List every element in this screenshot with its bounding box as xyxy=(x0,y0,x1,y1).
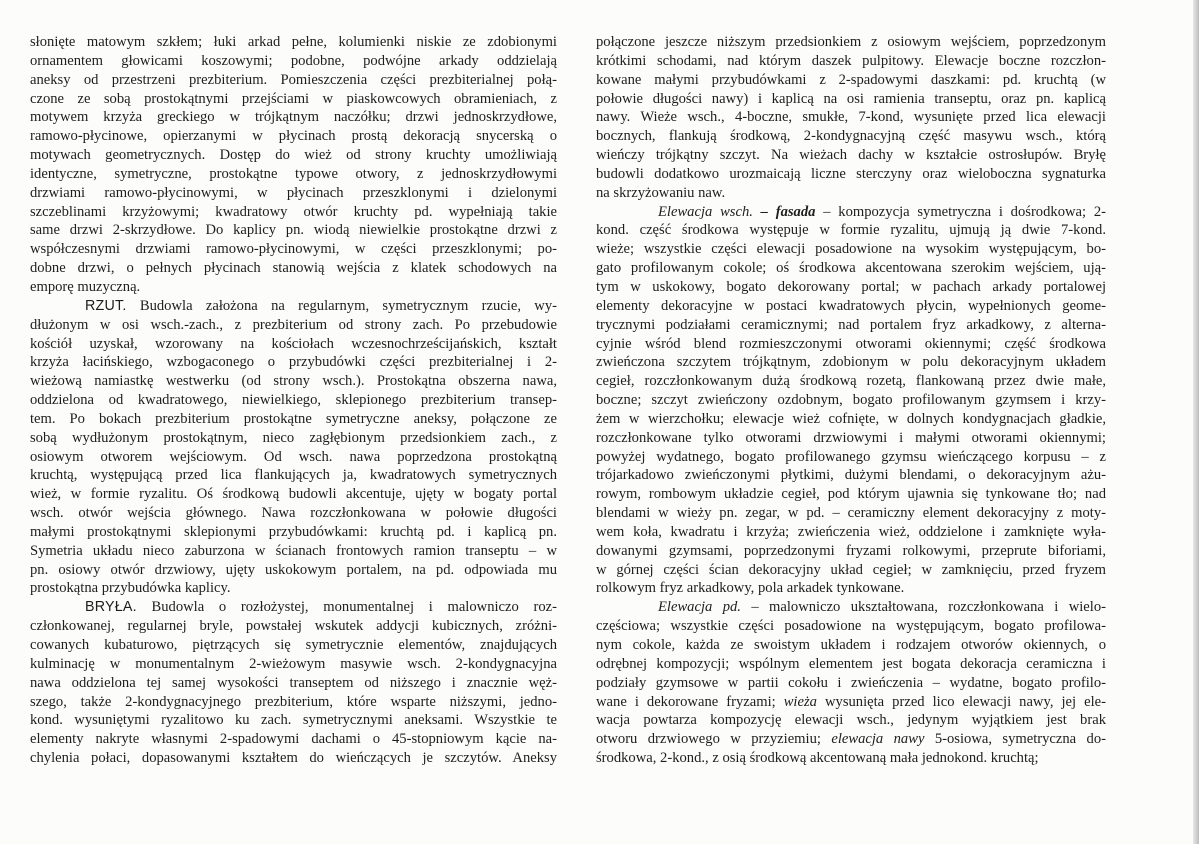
text-run: rozczłonkowane tylko otworami drzwiowymi i małymi otworami okiennymi; xyxy=(596,429,1106,446)
text-line xyxy=(30,240,557,259)
text-line xyxy=(596,598,1106,617)
text-line xyxy=(596,561,1106,580)
text-line xyxy=(596,655,1106,674)
text-line xyxy=(596,90,1106,109)
text-line xyxy=(30,372,557,391)
text-line xyxy=(30,90,557,109)
text-run: chylenia połaci, dopasowanymi kształtem do wieńczących je szczytów. Aneksy xyxy=(30,750,557,767)
text-line xyxy=(596,448,1106,467)
section-heading: BRYŁA. xyxy=(85,599,137,616)
text-line xyxy=(30,561,557,580)
text-run: gato profilowanym cokole; oś środkowa akcentowana szerokim wejściem, ują- xyxy=(596,260,1106,277)
text-run: rolkowym fryz arkadkowy, pola arkadek tynkowane. xyxy=(596,580,905,597)
text-run: krzyża łacińskiego, wzbogaconego o przybudówki części prezbiterialnej i 2- xyxy=(30,354,557,371)
text-line xyxy=(30,448,557,467)
text-line xyxy=(596,730,1106,749)
text-line xyxy=(30,71,557,90)
text-run: członkowanej, regularnej bryle, powstałej wskutek addycji kubicznych, zróżni- xyxy=(30,618,557,635)
text-run: powyżej wydatnego, bogato profilowanego gzymsu wieńczącego korpusu – z xyxy=(596,448,1106,465)
text-line xyxy=(30,730,557,749)
text-line xyxy=(596,184,1106,203)
text-run: bocznych, flankują środkową, 2-kondygnacyjną część masywu wsch., którą xyxy=(596,128,1106,145)
right-text-column xyxy=(596,33,1106,768)
text-run: częściowa; wszystkie części posadowione na występującym, bogato profilowa- xyxy=(596,618,1106,635)
text-line xyxy=(30,542,557,561)
text-run: motywach geometrycznych. Dostęp do wież od strony kruchty umożliwiają xyxy=(30,147,557,164)
text-run: pn. osiowy otwór drzwiowy, ujęty uskokowym portalem, na pd. odpowiada mu xyxy=(30,561,557,578)
text-run: kond. część środkowa występuje w formie ryzalitu, ujmują ją dwie 7-kond. xyxy=(596,222,1106,239)
page-edge-shadow xyxy=(1193,0,1199,844)
text-line xyxy=(596,259,1106,278)
text-run: wieńczy trójkątny szczyt. Na wieżach dachy w kształcie ostrosłupów. Bryłę xyxy=(596,147,1106,164)
section-heading: Elewacja wsch. xyxy=(658,203,753,220)
text-line xyxy=(596,429,1106,448)
text-line xyxy=(30,749,557,768)
text-run: emporę muzyczną. xyxy=(30,278,141,295)
text-line xyxy=(596,391,1106,410)
text-run: odrębnej kompozycji; wspólnym elementem jest bogata dekoracja ceramiczna i xyxy=(596,655,1106,672)
text-line xyxy=(30,165,557,184)
text-run: na skrzyżowaniu naw. xyxy=(596,184,726,201)
text-run: – kompozycja symetryczna i dośrodkowa; 2- xyxy=(815,203,1106,220)
text-line xyxy=(30,108,557,127)
text-run: cyjnie wśród blend rozmieszczonymi otworami okiennymi; część środkowa xyxy=(596,335,1106,352)
text-line xyxy=(30,598,557,617)
text-line xyxy=(596,466,1106,485)
text-line xyxy=(30,221,557,240)
text-line xyxy=(596,674,1106,693)
text-run: wysunięta przed lico elewacji nawy, jej ele- xyxy=(816,693,1106,710)
text-line xyxy=(596,353,1106,372)
text-line xyxy=(596,335,1106,354)
text-run: wieże; wszystkie części elewacji posadowione na wysokim występującym, bo- xyxy=(596,241,1106,258)
text-run: kruchtą, występującą przed lica flankujących ja, kwadratowych symetrycznych xyxy=(30,467,557,484)
text-line xyxy=(30,429,557,448)
text-line xyxy=(596,203,1106,222)
text-line xyxy=(30,259,557,278)
text-run: boczne; szczyt zwieńczony ozdobnym, bogato profilowanym gzymsem i krzy- xyxy=(596,392,1106,409)
text-line xyxy=(30,579,557,598)
text-line xyxy=(596,278,1106,297)
text-line xyxy=(596,617,1106,636)
text-run: elementy nakryte własnymi 2-spadowymi dachami o 45-stopniowym kącie na- xyxy=(30,731,557,748)
text-line xyxy=(30,485,557,504)
text-line xyxy=(596,165,1106,184)
text-run: wacja powtarza kompozycję elewacji wsch., jedynym wyjątkiem jest brak xyxy=(596,712,1106,729)
text-run: podziały gzymsowe w partii cokołu i zwieńczenia – wydatne, bogato profilo- xyxy=(596,674,1106,691)
text-run: wież, w formie ryzalitu. Oś środkową budowli akcentuje, ujęty w bogaty portal xyxy=(30,486,557,503)
text-run: kond. wysuniętymi ryzalitowo ku zach. symetrycznymi aneksami. Wszystkie te xyxy=(30,712,557,729)
text-line xyxy=(596,579,1106,598)
text-line xyxy=(30,504,557,523)
text-line xyxy=(596,52,1106,71)
section-subheading: – fasada xyxy=(752,203,816,220)
text-line xyxy=(596,71,1106,90)
text-line xyxy=(596,749,1106,768)
text-line xyxy=(30,297,557,316)
text-run: cegieł, rozczłonkowanym dużą środkową rozetą, flankowaną przez dwie małe, xyxy=(596,373,1106,390)
left-text-column xyxy=(30,33,557,768)
text-line xyxy=(596,297,1106,316)
text-line xyxy=(30,636,557,655)
text-line xyxy=(596,485,1106,504)
inline-term: wieża xyxy=(783,693,817,710)
text-run: identyczne, symetryczne, prostokątne typowe otwory, z jednoskrzydłowymi xyxy=(30,165,557,182)
text-run: otworu drzwiowego w przyziemiu; xyxy=(596,731,821,748)
text-line xyxy=(30,711,557,730)
text-run: żem w wierzchołku; elewacje wież cofnięte, w dolnych kondygnacjach gładkie, xyxy=(596,410,1106,427)
text-run: kowane małymi przybudówkami z 2-spadowymi daszkami: pd. kruchtą (w xyxy=(596,71,1106,88)
text-line xyxy=(30,335,557,354)
text-line xyxy=(30,466,557,485)
text-line xyxy=(30,353,557,372)
text-run: Budowla o rozłożystej, monumentalnej i malowniczo roz- xyxy=(136,599,557,616)
text-line xyxy=(30,203,557,222)
text-run: prostokątna przybudówka kaplicy. xyxy=(30,580,231,597)
text-line xyxy=(30,617,557,636)
text-line xyxy=(30,184,557,203)
text-run: – malowniczo ukształtowana, rozczłonkowana i wielo- xyxy=(740,599,1106,616)
text-line xyxy=(596,523,1106,542)
text-line xyxy=(596,127,1106,146)
text-run: ornamentem głowicami koszowymi; podobne, podwójne arkady oddzielają xyxy=(30,52,557,69)
text-run: zwieńczona szczytem trójkątnym, zdobionym w polu dekoracyjnym układem xyxy=(596,354,1106,371)
text-line xyxy=(596,504,1106,523)
text-run: rowym, rombowym układzie cegieł, pod którym ujawnia się tynkowane tło; nad xyxy=(596,486,1106,503)
text-run: same drzwi 2-skrzydłowe. Do kaplicy pn. wiodą niewielkie prostokątne drzwi z xyxy=(30,222,557,239)
text-line xyxy=(30,674,557,693)
text-run: Symetria układu nieco zaburzona w ścianach frontowych ramion transeptu – w xyxy=(30,542,557,559)
text-run: 5-osiowa, symetryczna do- xyxy=(924,731,1106,748)
text-run: tem. Po bokach prezbiterium prostokątne symetryczne aneksy, połączone ze xyxy=(30,410,557,427)
text-run: wane i dekorowane fryzami; xyxy=(596,693,776,710)
text-run: nawy. Wieże wsch., 4-boczne, smukłe, 7-kond, wysunięte przed lica elewacji xyxy=(596,109,1106,126)
text-line xyxy=(596,693,1106,712)
text-run: nym cokole, każda ze swoistym układem i rodzajem otworów okiennych, o xyxy=(596,637,1106,653)
text-run: dłużonym w osi wsch.-zach., z prezbiterium od strony zach. Po przebudowie xyxy=(30,316,557,333)
text-line xyxy=(30,410,557,429)
text-line xyxy=(30,391,557,410)
text-line xyxy=(596,542,1106,561)
text-line xyxy=(596,33,1106,52)
text-run: osiowym otworem wejściowym. Od wsch. nawa poprzedzona prostokątną xyxy=(30,448,557,465)
text-run: w górnej części ścian dekoracyjny układ cegieł; w zamknięciu, przed fryzem xyxy=(596,561,1106,578)
text-run: środkowa, 2-kond., z osią środkową akcentowaną mała jednokond. kruchtą; xyxy=(596,750,1039,767)
text-run: aneksy od przestrzeni prezbiterium. Pomieszczenia części prezbiterialnej połą- xyxy=(30,71,557,88)
text-run: motywem krzyża greckiego w trójkątnym naczółku; drzwi jednoskrzydłowe, xyxy=(30,109,557,126)
text-line xyxy=(30,33,557,52)
text-run: szczeblinami krzyżowymi; kwadratowy otwór kruchty pd. wypełniają takie xyxy=(30,203,557,220)
text-line xyxy=(30,127,557,146)
text-run: współczesnymi drzwiami ramowo-płycinowymi, w części przeszklonymi; po- xyxy=(30,241,557,258)
text-run: cowanych kubaturowo, piętrzących się symetrycznie elementów, znajdujących xyxy=(30,637,557,653)
text-run: nawa oddzielona tej samej wysokości transeptem od niższego i znacznie węż- xyxy=(30,674,557,691)
text-run: szego, także 2-kondygnacyjnego prezbiterium, które wsparte niższymi, jedno- xyxy=(30,693,557,710)
text-run: kulminację w monumentalnym 2-wieżowym masywie wsch. 2-kondygnacyjna xyxy=(30,655,557,672)
text-line xyxy=(596,711,1106,730)
text-run: dobne drzwi, o pełnych płycinach stanowią wejścia z klatek schodowych na xyxy=(30,260,557,277)
text-run: blendami w wieży pn. zegar, w pd. – ceramiczny element dekoracyjny z moty- xyxy=(596,505,1106,522)
section-heading: RZUT. xyxy=(85,297,127,314)
text-run: czone ze sobą prostokątnymi przejściami w piaskowcowych obramieniach, z xyxy=(30,90,557,107)
text-line xyxy=(596,316,1106,335)
text-run: krótkimi schodami, nad którym daszek pulpitowy. Elewacje boczne rozczłon- xyxy=(596,52,1106,69)
text-run: trycznymi podziałami ceramicznymi; nad portalem fryz arkadkowy, z alterna- xyxy=(596,316,1106,333)
text-run: ramowo-płycinowe, opierzanymi w płycinach prostą dekoracją snycerską o xyxy=(30,128,557,145)
text-line xyxy=(596,372,1106,391)
inline-term: elewacja nawy xyxy=(831,731,925,748)
text-run: sobą wydłużonym prostokątnym, nieco zagłębionym przedsionkiem zach., z xyxy=(30,429,557,446)
text-line xyxy=(30,693,557,712)
text-line xyxy=(30,316,557,335)
text-line xyxy=(596,636,1106,655)
section-heading: Elewacja pd. xyxy=(658,599,741,616)
text-line xyxy=(30,523,557,542)
text-line xyxy=(596,108,1106,127)
text-run: Budowla założona na regularnym, symetrycznym rzucie, wy- xyxy=(126,297,557,314)
text-line xyxy=(596,221,1106,240)
text-line xyxy=(30,278,557,297)
text-run: kościół uzyskał, wzorowany na kościołach wczesnochrześcijańskich, kształt xyxy=(30,335,557,352)
text-run: budowli dodatkowo urozmaicają liczne sterczyny oraz wieloboczna sygnaturka xyxy=(596,165,1106,182)
text-line xyxy=(30,146,557,165)
text-line xyxy=(596,146,1106,165)
text-run: małymi prostokątnymi sklepionymi przybudówkami: kruchtą pd. i kaplicą pn. xyxy=(30,523,557,540)
text-run: trójarkadowo zwieńczonymi płytkimi, dużymi blendami, o dekoracyjnym ażu- xyxy=(596,467,1106,484)
text-line xyxy=(30,52,557,71)
text-run: oddzielona od kwadratowego, niewielkiego, sklepionego prezbiterium transep- xyxy=(30,392,557,409)
text-run: tym w uskokowy, bogato dekorowany portal; w pachach arkady portalowej xyxy=(596,278,1106,295)
text-run: połączone jeszcze niższym przedsionkiem z osiowym wejściem, poprzedzonym xyxy=(596,34,1106,50)
text-run: wieżową namiastkę westwerku (od strony wsch.). Prostokątna obszerna nawa, xyxy=(30,373,557,390)
text-run: wsch. otwór wejścia głównego. Nawa rozczłonkowana w połowie długości xyxy=(30,505,557,522)
text-run: wem koła, kwadratu i krzyża; zwieńczenia wież, oddzielone i zamknięte wyła- xyxy=(596,523,1106,540)
text-line xyxy=(596,410,1106,429)
text-run: połowie długości nawy) i kaplicą na osi ramienia transeptu, oraz pn. kaplicą xyxy=(596,90,1106,107)
text-line xyxy=(30,655,557,674)
text-line xyxy=(596,240,1106,259)
text-run: słonięte matowym szkłem; łuki arkad pełne, kolumienki niskie ze zdobionymi xyxy=(30,34,557,50)
text-run: dowanymi gzymsami, poprzedzonymi fryzami rolkowymi, przeprute biforiami, xyxy=(596,542,1106,559)
text-run: elementy dekoracyjne w postaci kwadratowych płycin, wypełnionych geome- xyxy=(596,297,1106,314)
text-run: drzwiami ramowo-płycinowymi, w płycinach przeszklonymi i dzielonymi xyxy=(30,184,557,201)
